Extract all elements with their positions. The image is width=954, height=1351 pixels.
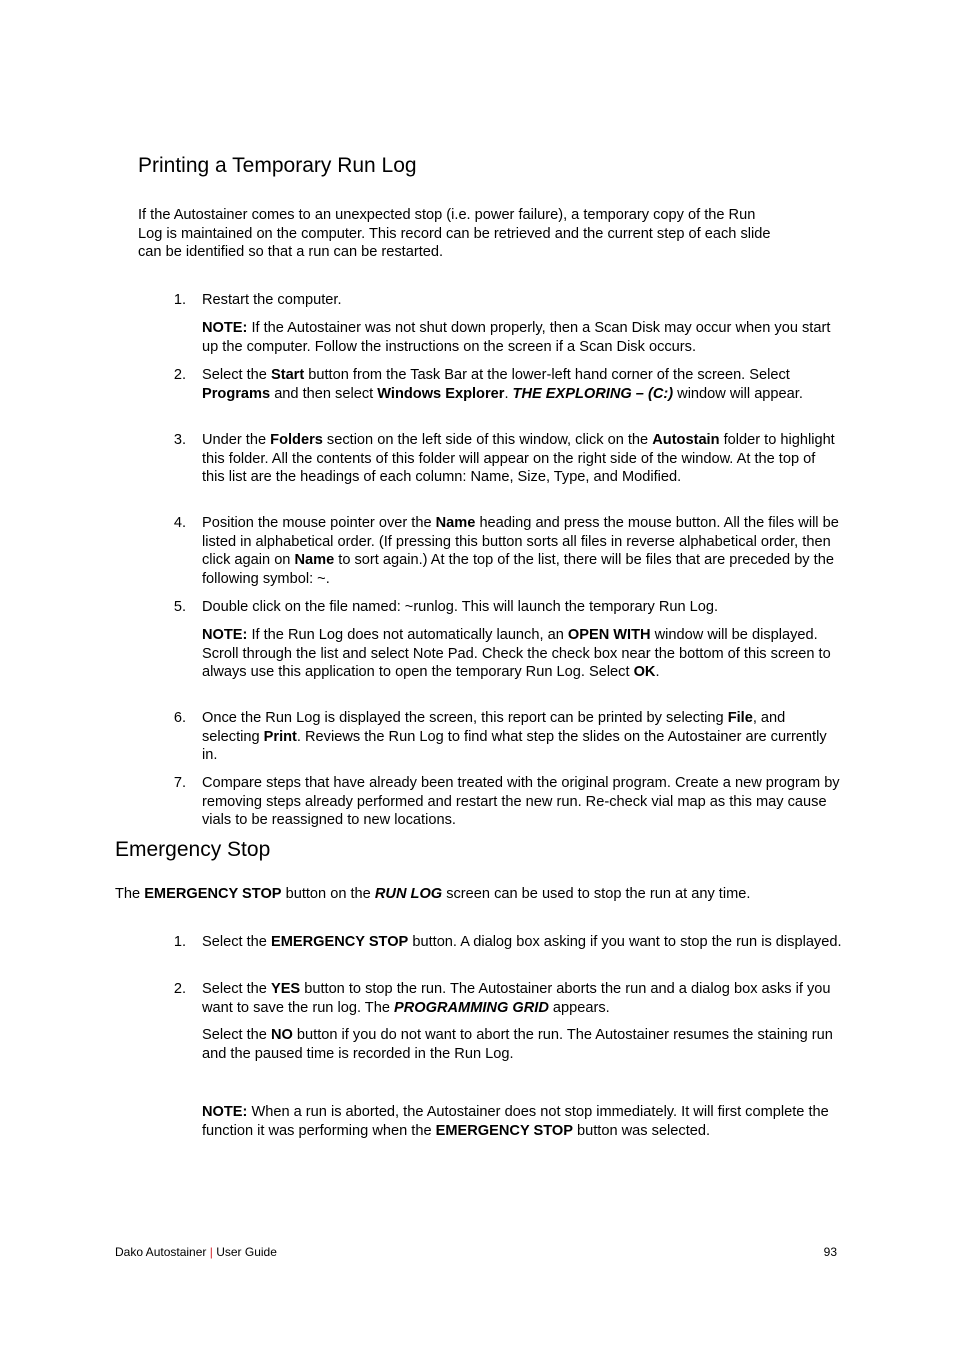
footer-separator: | [209,1245,213,1259]
step-number: 3. [173,432,186,448]
step-number: 4. [173,515,186,531]
step-number: 2. [173,367,186,383]
step-text: Once the Run Log is displayed the screen, this report can be printed by selecting File, and selecting Print. Reviews the Run Log to find what step the slides on the Autostainer are currently in. [202,710,827,764]
step-text: Select the EMERGENCY STOP button. A dialog box asking if you want to stop the run is displayed. [202,934,842,950]
intro-line-1: If the Autostainer comes to an unexpected stop (i.e. power failure), a temporary copy of the Run [138,207,756,223]
step-text: Under the Folders section on the left side of this window, click on the Autostain folder to highlight this folder. All the contents of this folder will appear on the right side of the window. At the top of this list are the headings of each column: Name, Size, Type, and Modified. [202,432,835,486]
step-number: 7. [173,775,186,791]
step-number: 1. [173,934,186,950]
step-text: Select the NO button if you do not want to abort the run. The Autostainer resumes the staining run and the paused time is recorded in the Run Log. [202,1027,833,1062]
step-number: 5. [173,599,186,615]
note-text: NOTE: If the Run Log does not automatically launch, an OPEN WITH window will be displayed. Scroll through the list and select Note Pad. Check the check box near the bottom of this screen to always use this application to open the temporary Run Log. Select OK. [202,627,831,681]
step-number: 2. [173,981,186,997]
intro-line-3: can be identified so that a run can be restarted. [138,244,444,261]
footer-guide: User Guide [216,1245,277,1259]
step-text: Position the mouse pointer over the Name heading and press the mouse button. All the files will be listed in alphabetical order. (If pressing this button sorts all files in reverse alphabetical order, then click again on Name to sort again.) At the top of the list, there will be files that are preceded by the following symbol: ~. [202,515,839,587]
intro-line-2: Log is maintained on the computer. This record can be retrieved and the current step of each slide [138,225,771,242]
footer-product: Dako Autostainer [115,1245,207,1259]
step-text: Select the Start button from the Task Bar at the lower-left hand corner of the screen. Select Programs and then select Windows Explorer. THE EXPLORING – (C:) window will appear. [202,367,803,402]
intro-paragraph: The EMERGENCY STOP button on the RUN LOG screen can be used to stop the run at any time. [115,886,751,902]
section-heading-emergency-stop: Emergency Stop [115,838,271,861]
step-text: Double click on the file named: ~runlog. This will launch the temporary Run Log. [202,599,719,615]
note-text: NOTE: If the Autostainer was not shut down properly, then a Scan Disk may occur when you start up the computer. Follow the instructions on the screen if a Scan Disk occurs. [202,320,831,355]
step-number: 6. [173,710,186,726]
section-heading-temporary-run-log: Printing a Temporary Run Log [138,154,417,177]
footer-title [115,1245,277,1260]
note-text: NOTE: When a run is aborted, the Autostainer does not stop immediately. It will first complete the function it was performing when the EMERGENCY STOP button was selected. [202,1104,829,1139]
intro-paragraph [138,206,850,262]
page-number: 93 [823,1245,837,1259]
step-text: Compare steps that have already been treated with the original program. Create a new program by removing steps already performed and restart the new run. Re-check vial map as this may cause vials to be reassigned to new locations. [202,775,840,829]
step-text: Restart the computer. [202,292,342,308]
step-text: Select the YES button to stop the run. The Autostainer aborts the run and a dialog box asks if you want to save the run log. The PROGRAMMING GRID appears. [202,981,831,1016]
step-number: 1. [173,292,186,308]
